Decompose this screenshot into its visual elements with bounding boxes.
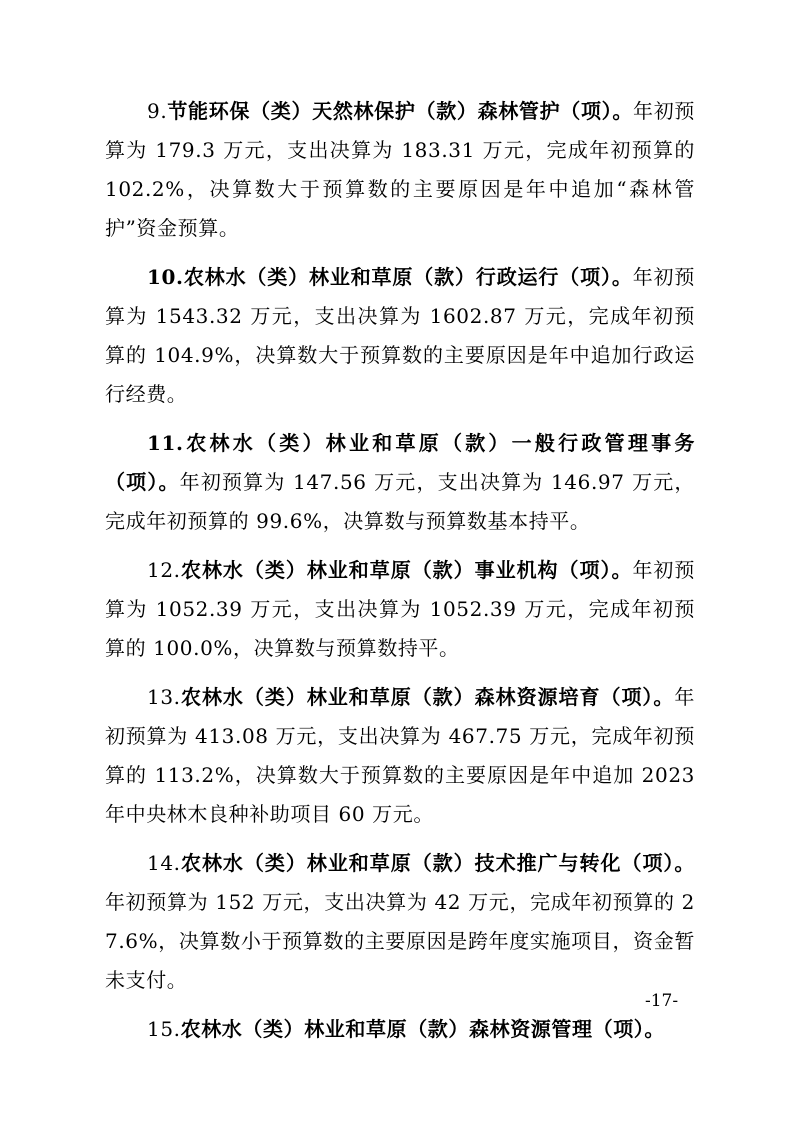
item-9-heading: 节能环保（类）天然林保护（款）森林管护（项）。 [167, 99, 634, 123]
item-13-number: 13. [147, 685, 181, 709]
item-13-paragraph [105, 678, 695, 834]
item-12-paragraph [105, 551, 695, 668]
item-12-body: 年初预算为 1052.39 万元，支出决算为 1052.39 万元，完成年初预算的 100.0%，决算数与预算数持平。 [105, 558, 695, 660]
item-9-number: 9. [147, 99, 168, 123]
item-11-body: 年初预算为 147.56 万元，支出决算为 146.97 万元，完成年初预算的 99.6%，决算数与预算数基本持平。 [105, 470, 696, 533]
item-10-paragraph [105, 258, 695, 414]
item-14-body: 年初预算为 152 万元，支出决算为 42 万元，完成年初预算的 27.6%，决算数小于预算数的主要原因是跨年度实施项目，资金暂未支付。 [105, 890, 695, 992]
item-10-heading: 农林水（类）林业和草原（款）行政运行（项）。 [183, 265, 633, 289]
item-9-paragraph [105, 92, 695, 248]
item-14-number: 14. [147, 851, 181, 875]
item-10-number: 10. [147, 265, 184, 289]
item-11-paragraph [105, 424, 695, 541]
item-11-heading: 农林水（类）林业和草原（款）一般行政管理事务（项）。 [105, 431, 695, 494]
page-number: -17- [645, 991, 679, 1011]
item-11-number: 11. [147, 431, 184, 455]
document-body [105, 92, 695, 1059]
item-15-paragraph [105, 1010, 695, 1049]
item-15-number: 15. [147, 1017, 181, 1041]
item-12-number: 12. [147, 558, 181, 582]
item-15-heading: 农林水（类）林业和草原（款）森林资源管理（项）。 [180, 1017, 666, 1041]
item-10-body: 年初预算为 1543.32 万元，支出决算为 1602.87 万元，完成年初预算的 104.9%，决算数大于预算数的主要原因是年中追加行政运行经费。 [105, 265, 695, 406]
item-12-heading: 农林水（类）林业和草原（款）事业机构（项）。 [180, 558, 633, 582]
item-9-body: 年初预算为 179.3 万元，支出决算为 183.31 万元，完成年初预算的 102.2%，决算数大于预算数的主要原因是年中追加“森林管护”资金预算。 [105, 99, 695, 240]
item-14-paragraph [105, 844, 695, 1000]
item-13-body: 年初预算为 413.08 万元，支出决算为 467.75 万元，完成年初预算的 113.2%，决算数大于预算数的主要原因是年中追加 2023 年中央林木良种补助项目 60 万元。 [105, 685, 695, 826]
item-14-heading: 农林水（类）林业和草原（款）技术推广与转化（项）。 [180, 851, 695, 875]
item-13-heading: 农林水（类）林业和草原（款）森林资源培育（项）。 [180, 685, 675, 709]
